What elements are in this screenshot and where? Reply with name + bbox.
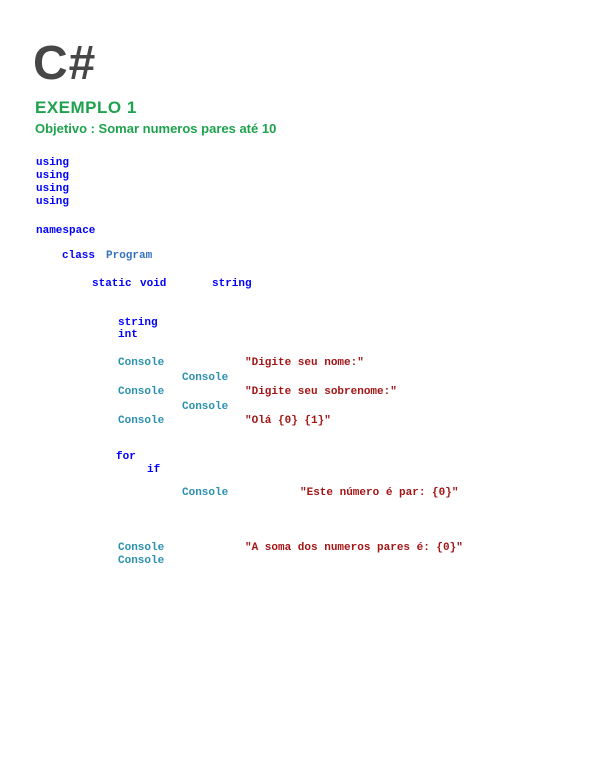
code-keyword-class: class bbox=[62, 250, 96, 262]
code-string-literal: "Digite seu sobrenome:" bbox=[245, 386, 397, 398]
code-string-literal: "Digite seu nome:" bbox=[245, 357, 364, 369]
code-class-console: Console bbox=[118, 415, 165, 427]
code-keyword-string: string bbox=[212, 278, 252, 290]
code-keyword-for: for bbox=[116, 451, 136, 463]
code-keyword-using: using bbox=[36, 170, 70, 182]
code-keyword-using: using bbox=[36, 183, 70, 195]
code-class-console: Console bbox=[118, 386, 165, 398]
code-classname-program: Program bbox=[106, 250, 153, 262]
code-class-console: Console bbox=[182, 372, 229, 384]
code-class-console: Console bbox=[118, 357, 165, 369]
code-string-literal: "Este número é par: {0}" bbox=[300, 487, 459, 499]
code-keyword-namespace: namespace bbox=[36, 225, 96, 237]
code-string-literal: "Olá {0} {1}" bbox=[245, 415, 331, 427]
code-keyword-using: using bbox=[36, 196, 70, 208]
code-keyword-static: static bbox=[92, 278, 132, 290]
code-keyword-if: if bbox=[147, 464, 161, 476]
code-keyword-void: void bbox=[140, 278, 167, 290]
objective-text: Objetivo : Somar numeros pares até 10 bbox=[35, 121, 277, 136]
code-class-console: Console bbox=[118, 542, 165, 554]
code-class-console: Console bbox=[118, 555, 165, 567]
code-string-literal: "A soma dos numeros pares é: {0}" bbox=[245, 542, 463, 554]
section-heading: EXEMPLO 1 bbox=[35, 98, 137, 117]
code-keyword-using: using bbox=[36, 157, 70, 169]
code-keyword-int: int bbox=[118, 329, 138, 341]
code-class-console: Console bbox=[182, 401, 229, 413]
code-class-console: Console bbox=[182, 487, 229, 499]
code-keyword-string: string bbox=[118, 317, 158, 329]
page-title: C# bbox=[33, 37, 97, 90]
